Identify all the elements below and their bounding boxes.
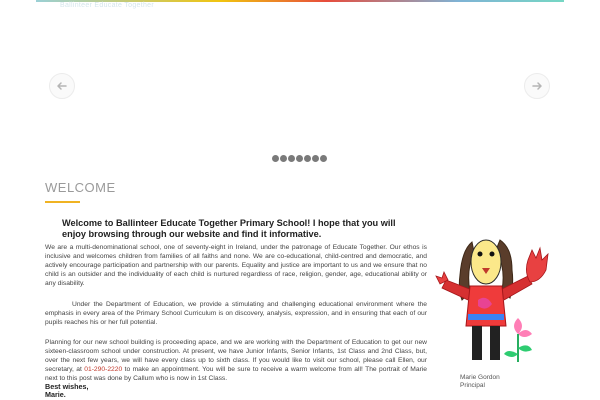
heading-underline [45, 201, 80, 203]
welcome-heading: WELCOME [45, 180, 116, 195]
arrow-right-icon [531, 80, 543, 92]
welcome-intro: Welcome to Ballinteer Educate Together Primary School! I hope that you will enjoy browsing through our website and find it informative. [62, 218, 396, 239]
slider-dot[interactable] [280, 155, 287, 162]
portrait-caption [460, 374, 500, 389]
paragraph-text: Planning for our new school building is proceeding apace, and we are working with the Department of Education to get our new sixteen-classroom school under construction. At present, we have Junior Infants, Senior Infants, 1st Class and 2nd Class, but, over the next few years, we will have every class up to sixth class. If you would like to visit our school, please call Ellen, our secretary, at [45, 339, 427, 374]
site-title-ghost: Ballinteer Educate Together [60, 2, 154, 9]
slider-dot[interactable] [312, 155, 319, 162]
slider-dot[interactable] [272, 155, 279, 162]
portrait-caption-name: Marie Gordon [460, 374, 500, 381]
signoff-name: Marie. [45, 390, 66, 399]
principal-portrait-drawing [432, 230, 562, 370]
slider-next-button[interactable] [524, 73, 550, 99]
paragraph-text: to make an appointment. You will be sure to receive a warm welcome from all! The portrait of Marie next to this post was done by Callum who is now in 1st Class. [45, 366, 427, 383]
portrait-caption-role: Principal [460, 381, 485, 389]
welcome-paragraph-curriculum: Under the Department of Education, we provide a stimulating and challenging educational environment where the emphasis in every area of the Primary School Curriculum is on discovery, analysis, expression, and in ensuring that each of our pupils reaches his or her full potential. [45, 301, 427, 327]
slider-dot[interactable] [320, 155, 327, 162]
signoff [45, 383, 89, 399]
phone-link[interactable]: 01-290-2220 [84, 366, 123, 374]
arrow-left-icon [56, 80, 68, 92]
slider-dot[interactable] [296, 155, 303, 162]
slider-prev-button[interactable] [49, 73, 75, 99]
welcome-paragraph-ethos: We are a multi-denominational school, one of seventy-eight in Ireland, under the patronage of Educate Together. Our ethos is inclusive and welcomes children from families of all faiths and none. We are co-educational, child-centred and democratic, and actively encourage participation and partnership with our parents. Equality and justice are important to us and we ensure that no child is an outsider and the individuality of each child is nurtured regardless of race, religion, gender, age, educational ability or any disability. [45, 244, 427, 288]
slider-dot[interactable] [288, 155, 295, 162]
slider-pagination [272, 155, 327, 162]
welcome-paragraph-building [45, 338, 427, 383]
signoff-greeting: Best wishes, [45, 382, 89, 391]
slider-dot[interactable] [304, 155, 311, 162]
